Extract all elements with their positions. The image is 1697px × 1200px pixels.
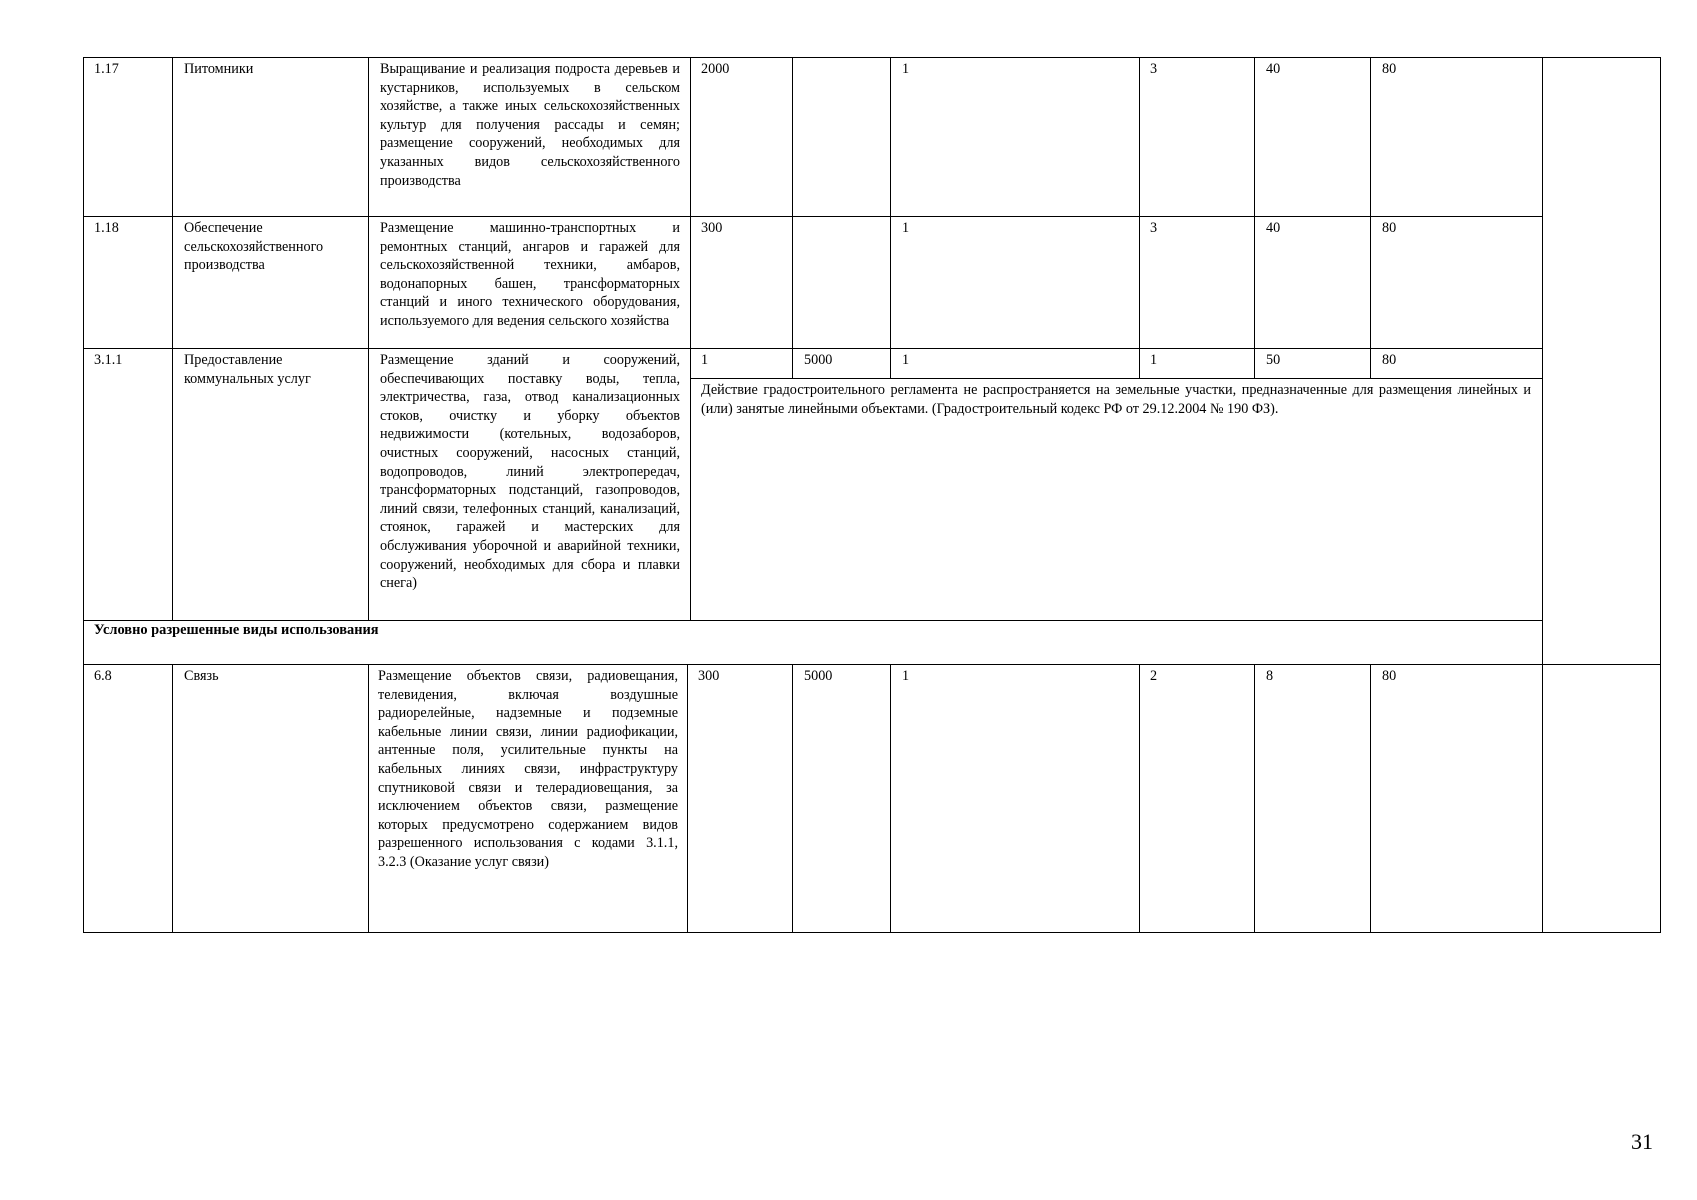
row-name: Связь: [184, 668, 219, 684]
row-value-6: 80: [1382, 220, 1397, 236]
row-value-1: 300: [698, 668, 720, 684]
row-name: Обеспечение сельскохозяйственного производства: [184, 220, 324, 274]
row-name: Предоставление коммунальных услуг: [184, 352, 311, 387]
row-value-4: 3: [1150, 220, 1158, 236]
row-value-1: 300: [701, 220, 723, 236]
row-value-5: 8: [1266, 668, 1274, 684]
row-value-3: 1: [902, 61, 910, 77]
row-description: Размещение машинно-транспортных и ремонтных станций, ангаров и гаражей для сельскохозяйственной техники, амбаров, водонапорных башен, трансформаторных станций и иного технического оборудования, используемого для ведения сельского хозяйства: [380, 220, 680, 329]
row-value-4: 1: [1150, 352, 1158, 368]
row-value-2: 5000: [804, 352, 833, 368]
row-description: Размещение зданий и сооружений, обеспечивающих поставку воды, тепла, электричества, газа, отвод канализационных стоков, очистку и уборку объектов недвижимости (котельных, водозаборов, очистных сооружений, насосных станций, водопроводов, линий электропередач, трансформаторных подстанций, газопроводов, линий связи, телефонных станций, канализаций, стоянок, гаражей и мастерских для обслуживания уборочной и аварийной техники, сооружений, необходимых для сбора и плавки снега): [380, 352, 680, 592]
row-value-3: 1: [902, 668, 910, 684]
row-value-6: 80: [1382, 61, 1397, 77]
row-code: 6.8: [94, 668, 112, 684]
row-value-3: 1: [902, 220, 910, 236]
row-value-3: 1: [902, 352, 910, 368]
row-value-1: 1: [701, 352, 709, 368]
row-value-6: 80: [1382, 668, 1397, 684]
row-value-5: 40: [1266, 61, 1281, 77]
row-value-4: 2: [1150, 668, 1158, 684]
row-value-5: 40: [1266, 220, 1281, 236]
row-name: Питомники: [184, 61, 254, 77]
section-title: Условно разрешенные виды использования: [94, 622, 379, 638]
row-value-4: 3: [1150, 61, 1158, 77]
row-value-5: 50: [1266, 352, 1281, 368]
row-code: 1.18: [94, 220, 119, 236]
row-description: Выращивание и реализация подроста деревьев и кустарников, используемых в сельском хозяйстве, а также иных сельскохозяйственных культур для получения рассады и семян; размещение сооружений, необходимых для указанных видов сельскохозяйственного производства: [380, 61, 680, 189]
row-code: 3.1.1: [94, 352, 123, 368]
row-code: 1.17: [94, 61, 119, 77]
regulation-note: Действие градостроительного регламента не распространяется на земельные участки, предназначенные для размещения линейных и (или) занятые линейными объектами. (Градостроительный кодекс РФ от 29.12.2004 № 190 ФЗ).: [701, 382, 1531, 417]
row-value-1: 2000: [701, 61, 730, 77]
row-value-2: 5000: [804, 668, 833, 684]
row-description: Размещение объектов связи, радиовещания, телевидения, включая воздушные радиорелейные, надземные и подземные кабельные линии связи, линии радиофикации, антенные поля, усилительные пункты на кабельных линиях связи, инфраструктуру спутниковой связи и телерадиовещания, за исключением объектов связи, размещение которых предусмотрено содержанием видов разрешенного использования с кодами 3.1.1, 3.2.3 (Оказание услуг связи): [378, 668, 678, 870]
row-value-6: 80: [1382, 352, 1397, 368]
page-number: 31: [1631, 1129, 1653, 1154]
